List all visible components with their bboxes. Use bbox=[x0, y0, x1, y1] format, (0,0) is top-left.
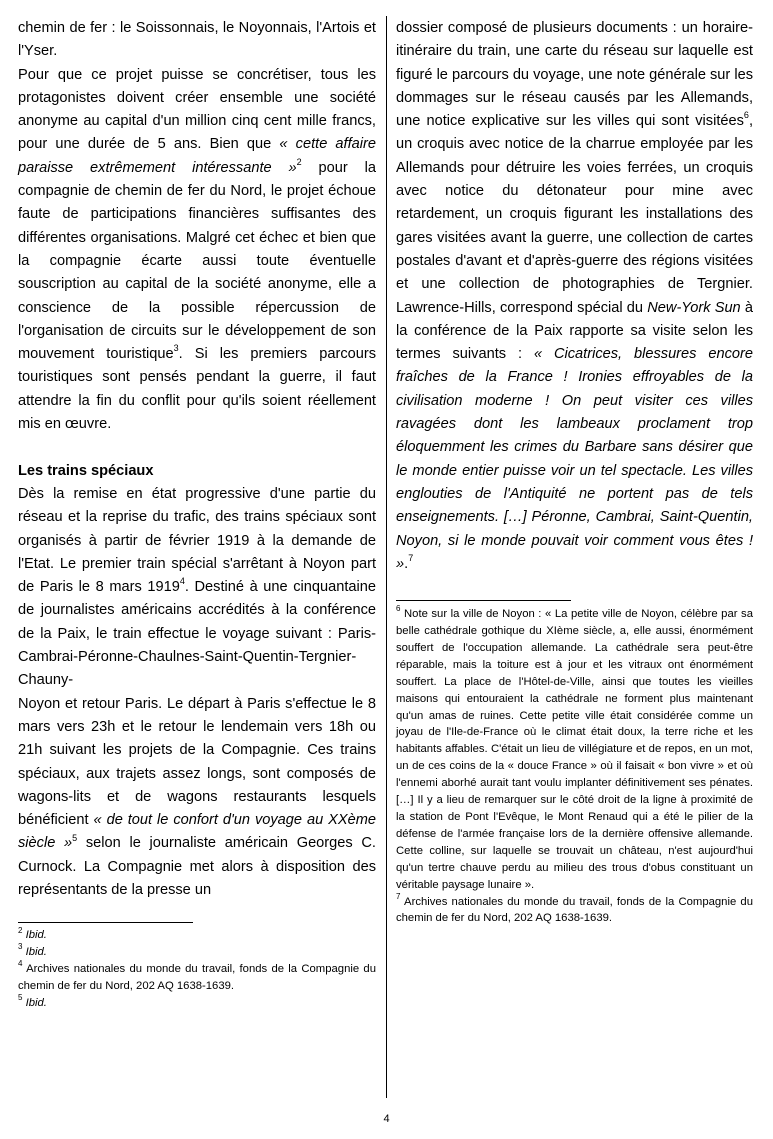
text-segment: Noyon et retour Paris. Le départ à Paris s'effectue le 8 mars vers 23h et le retour le lendemain vers 18h ou 21h suivant les projets de la Compagnie. Ces trains spéciaux, aux trajets assez longs, sont composés de wagons-lits et de wagons restaurants lesquels bénéficient bbox=[18, 695, 376, 829]
right-footnotes bbox=[396, 606, 753, 927]
paragraph-intro: chemin de fer : le Soissonnais, le Noyonnais, l'Artois et l'Yser. bbox=[18, 20, 376, 60]
text-segment: selon le journaliste américain Georges C. Curnock. La Compagnie met alors à disposition des représentants de la presse un bbox=[18, 835, 376, 898]
text-segment: . Si les premiers parcours touristiques sont pensés pendant la guerre, il faut attendre la fin du conflit pour qu'ils soient réellement mis en œuvre. bbox=[18, 346, 377, 433]
footnote bbox=[18, 961, 376, 995]
paragraph-project bbox=[18, 64, 376, 437]
footnote bbox=[396, 891, 754, 928]
footnote-ref[interactable]: 3 bbox=[173, 343, 179, 354]
left-footnotes bbox=[18, 927, 376, 1012]
footnote-ref[interactable]: 2 bbox=[296, 156, 302, 167]
footnote-number: 4 bbox=[18, 959, 23, 969]
footnote-text: Ibid. bbox=[25, 929, 47, 942]
left-body bbox=[18, 17, 376, 902]
footnote-number: 2 bbox=[18, 925, 23, 935]
footnote-ref[interactable]: 6 bbox=[743, 110, 749, 121]
footnote-text: Ibid. bbox=[25, 946, 47, 959]
footnote-text: Archives nationales du monde du travail, fonds de la Compagnie du chemin de fer du Nord, 202 AQ 1638-1639. bbox=[18, 963, 376, 992]
footnote-ref[interactable]: 7 bbox=[408, 552, 414, 563]
footnote bbox=[18, 944, 376, 961]
right-column bbox=[396, 17, 753, 927]
text-segment: , un croquis avec notice de la charrue employée par les Allemands pour détruire les voies ferrées, un croquis avec notice du détonateur pour mine avec retardement, un croquis figurant les installations des gares visitées avant la guerre, une collection de cartes postales d'avant et d'après-guerre des régions visitées et une collection de photographies de Tergnier. Lawrence-Hills, correspond spécial du bbox=[396, 113, 753, 316]
footnote bbox=[18, 927, 376, 944]
footnote-text: Ibid. bbox=[25, 996, 47, 1009]
text-segment: dossier composé de plusieurs documents : un horaire-itinéraire du train, une carte du réseau sur laquelle est figuré le parcours du voyage, une note générale sur les dommages sur le réseau causés par les Allemands, une notice explicative sur les villes qui sont visitées bbox=[396, 20, 753, 130]
text-segment: à la conférence de la Paix rapporte sa visite selon les termes suivants : bbox=[396, 299, 754, 363]
left-column bbox=[18, 17, 376, 1012]
quote-segment: « Cicatrices, blessures encore fraîches de la France ! Ironies effroyables de la civilisation moderne ! On peut visiter ces villes ravagées dont les lambeaux proclament trop éloquemment les crimes du Barbare sans désirer que le monde entier puisse voir un tel spectacle. Les villes englouties de l'Antiquité ne portent pas de tels enseignements. […] Péronne, Cambrai, Saint-Quentin, Noyon, si le monde pouvait voir comment vous êtes ! » bbox=[396, 346, 753, 572]
footnote-text: Note sur la ville de Noyon : « La petite ville de Noyon, célèbre par sa belle cathédrale gothique du XIème siècle, a, elle aussi, énormément souffert de l'occupation allemande. La cathédrale sera peut-être réparable, mais la toiture est à jour et les vitraux ont énormément souffert. La place de l'Hôtel-de-Ville, ainsi que toutes les vieilles maisons qui entouraient la cathédrale ne forment plus maintenant qu'un amas de ruines. Cette petite ville était considérée comme un joyau de l'Ile-de-France où le climat était doux, la terre riche et les habitants affables. C'était un lieu de villégiature et de repos, en un mot, un de ces coins de la « douce France » où il faisait « bon vivre » et où l'ennemi aborhé aurait tant voulu implanter définitivement ses pénates. […] Il y a lieu de remarquer sur le côté droit de la ligne à proximité de la station de Pont l'Evêque, le Mont Renaud qui a été le pilier de la défense de l'armée française lors de la dernière offensive allemande. Cette colline, sur laquelle se trouvait un château, n'est aujourd'hui qu'un tertre chauve perdu au milieu des trous d'obus constituant un véritable paysage lunaire ». bbox=[396, 608, 753, 891]
footnote-ref[interactable]: 5 bbox=[72, 832, 78, 843]
text-segment: Pour que ce projet puisse se concrétiser, tous les protagonistes doivent créer ensemble une société anonyme au capital d'un million cinq cent mille francs, pour une durée de 5 ans. Bien que bbox=[18, 66, 376, 153]
text-segment: Dès la remise en état progressive d'une partie du réseau et la reprise du trafic, des trains spéciaux sont organisés à partir de février 1919 à la demande de l'Etat. Le premier train spécial s'arrêtant à Noyon part de Paris le 8 mars 1919 bbox=[18, 485, 376, 596]
quote-segment: « de tout le confort d'un voyage au XXème siècle » bbox=[18, 812, 376, 852]
footnote-number: 3 bbox=[18, 942, 23, 952]
footnote bbox=[396, 606, 753, 893]
text-segment: pour la compagnie de chemin de fer du Nord, le projet échoue faute de participations financières suffisantes des différentes organisations. Malgré cet échec et bien que la compagnie écarte aussi toute éventuelle souscription au capital de la société anonyme, elle a conscience de la possible répercussion de l'organisation de circuits sur le développement de son mouvement touristique bbox=[18, 159, 376, 363]
quote-segment: « cette affaire paraisse extrêmement intéressante » bbox=[18, 136, 376, 176]
paragraph-dossier bbox=[396, 17, 753, 576]
newspaper-name: New-York Sun bbox=[647, 299, 741, 316]
footnote-number: 6 bbox=[396, 604, 401, 614]
page-number: 4 bbox=[383, 1113, 390, 1125]
column-divider bbox=[386, 16, 387, 1098]
paragraph-trains bbox=[18, 483, 376, 693]
footnote-text: Archives nationales du monde du travail, fonds de la Compagnie du chemin de fer du Nord, 202 AQ 1638-1639. bbox=[396, 895, 754, 925]
footnote bbox=[18, 995, 376, 1012]
text-segment: . Destiné à une cinquantaine de journalistes américains accrédités à la conférence de la Paix, le train effectue le voyage suivant : Paris-Cambrai-Péronne-Chaulnes-Saint-Quentin-Tergnier-Chauny- bbox=[18, 579, 376, 689]
footnote-rule bbox=[396, 600, 571, 601]
section-heading: Les trains spéciaux bbox=[18, 462, 154, 479]
footnote-rule bbox=[18, 922, 193, 923]
paragraph-trains-cont bbox=[18, 693, 376, 903]
footnote-ref[interactable]: 4 bbox=[179, 576, 185, 587]
text-segment: . bbox=[404, 555, 409, 572]
right-body bbox=[396, 17, 753, 576]
footnote-number: 7 bbox=[396, 891, 401, 901]
footnote-number: 5 bbox=[18, 993, 23, 1003]
